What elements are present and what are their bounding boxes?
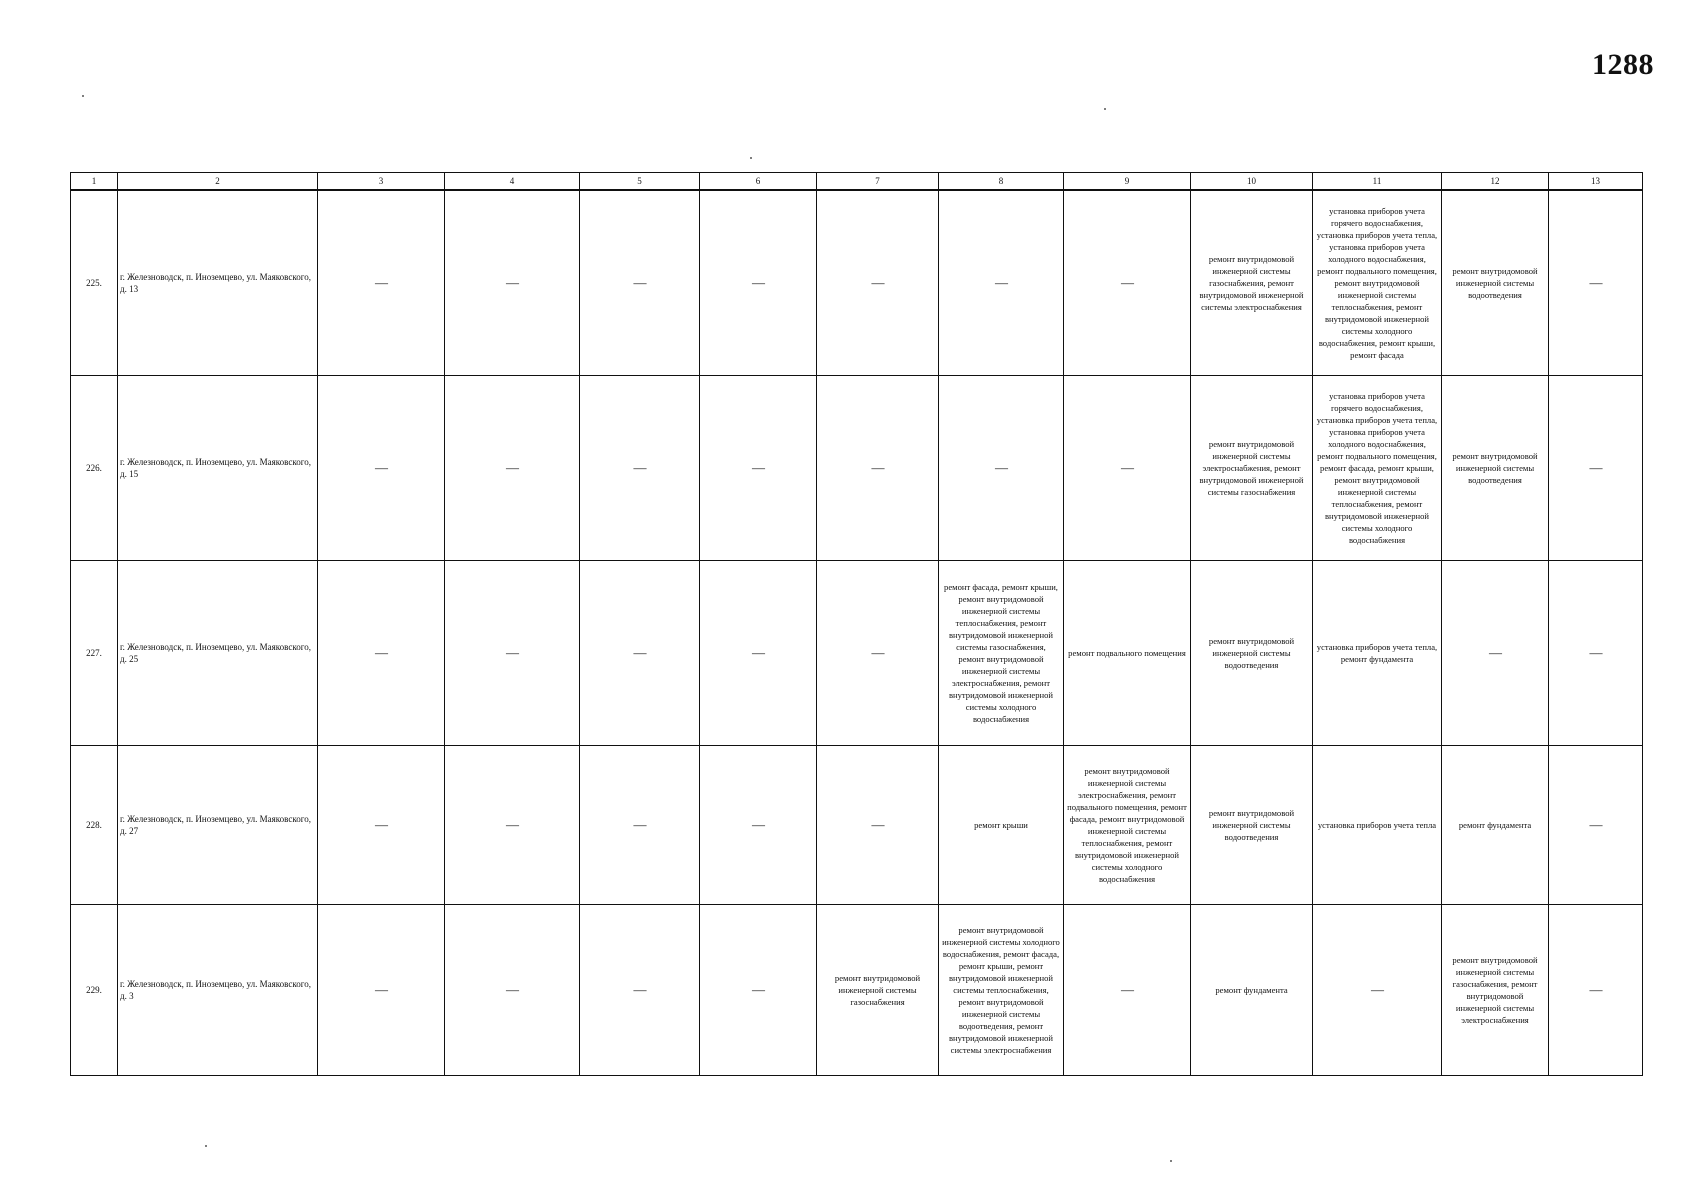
- empty-cell: [939, 190, 1064, 376]
- empty-cell: [1442, 561, 1549, 746]
- empty-cell: [700, 905, 817, 1076]
- table-row: [71, 905, 1643, 1076]
- scan-speck: [82, 95, 84, 97]
- work-cell: ремонт внутридомовой инженерной системы водоотведения: [1442, 376, 1549, 561]
- dash-mark: —: [375, 816, 387, 832]
- empty-cell: [817, 746, 939, 905]
- dash-mark: —: [871, 644, 884, 660]
- empty-cell: [580, 376, 700, 561]
- empty-cell: [1064, 376, 1191, 561]
- column-header: 8: [939, 173, 1064, 191]
- work-cell: ремонт внутридомовой инженерной системы холодного водоснабжения, ремонт фасада, ремонт крыши, ремонт внутридомовой инженерной системы теплоснабжения, ремонт внутридомовой инженерной системы водоотведения, ремонт внутридомовой инженерной системы электроснабжения: [939, 905, 1064, 1076]
- empty-cell: [1064, 905, 1191, 1076]
- dash-mark: —: [752, 644, 764, 660]
- empty-cell: [580, 905, 700, 1076]
- dash-mark: —: [375, 274, 387, 290]
- dash-mark: —: [1121, 274, 1133, 290]
- table-row: [71, 746, 1643, 905]
- dash-mark: —: [633, 816, 646, 832]
- empty-cell: [1313, 905, 1442, 1076]
- work-cell: ремонт подвального помещения: [1064, 561, 1191, 746]
- empty-cell: [700, 376, 817, 561]
- dash-mark: —: [752, 274, 764, 290]
- empty-cell: [939, 376, 1064, 561]
- scan-speck: [1104, 108, 1106, 110]
- column-header: 11: [1313, 173, 1442, 191]
- work-cell: ремонт внутридомовой инженерной системы электроснабжения, ремонт внутридомовой инженерной системы газоснабжения: [1191, 376, 1313, 561]
- column-header: 10: [1191, 173, 1313, 191]
- table-row: [71, 190, 1643, 376]
- table-row: [71, 376, 1643, 561]
- dash-mark: —: [633, 459, 646, 475]
- empty-cell: [817, 561, 939, 746]
- column-header: 9: [1064, 173, 1191, 191]
- row-number: 227.: [71, 561, 118, 746]
- repair-schedule-table: [70, 172, 1643, 1076]
- work-cell: ремонт внутридомовой инженерной системы электроснабжения, ремонт подвального помещения, ремонт фасада, ремонт внутридомовой инженерной системы теплоснабжения, ремонт внутридомовой инженерной системы холодного водоснабжения: [1064, 746, 1191, 905]
- empty-cell: [1549, 190, 1643, 376]
- work-cell: установка приборов учета тепла, ремонт фундамента: [1313, 561, 1442, 746]
- empty-cell: [445, 746, 580, 905]
- column-header: 1: [71, 173, 118, 191]
- empty-cell: [318, 905, 445, 1076]
- dash-mark: —: [752, 459, 764, 475]
- empty-cell: [318, 190, 445, 376]
- column-header: 5: [580, 173, 700, 191]
- work-cell: ремонт фасада, ремонт крыши, ремонт внутридомовой инженерной системы теплоснабжения, ремонт внутридомовой инженерной системы газоснабжения, ремонт внутридомовой инженерной системы электроснабжения, ремонт внутридомовой инженерной системы холодного водоснабжения: [939, 561, 1064, 746]
- work-cell: ремонт крыши: [939, 746, 1064, 905]
- row-number: 225.: [71, 190, 118, 376]
- empty-cell: [817, 376, 939, 561]
- empty-cell: [1064, 190, 1191, 376]
- work-cell: ремонт внутридомовой инженерной системы газоснабжения: [817, 905, 939, 1076]
- address-cell: г. Железноводск, п. Иноземцево, ул. Маяковского, д. 25: [118, 561, 318, 746]
- row-number: 229.: [71, 905, 118, 1076]
- column-number-row: [71, 173, 1643, 191]
- dash-mark: —: [1489, 644, 1501, 660]
- empty-cell: [318, 561, 445, 746]
- page-number: 1288: [1592, 48, 1654, 81]
- dash-mark: —: [1589, 816, 1602, 832]
- dash-mark: —: [1589, 981, 1602, 997]
- work-cell: ремонт внутридомовой инженерной системы газоснабжения, ремонт внутридомовой инженерной системы электроснабжения: [1442, 905, 1549, 1076]
- dash-mark: —: [871, 816, 884, 832]
- column-header: 7: [817, 173, 939, 191]
- empty-cell: [445, 190, 580, 376]
- address-cell: г. Железноводск, п. Иноземцево, ул. Маяковского, д. 15: [118, 376, 318, 561]
- empty-cell: [318, 376, 445, 561]
- table-row: [71, 561, 1643, 746]
- address-cell: г. Железноводск, п. Иноземцево, ул. Маяковского, д. 27: [118, 746, 318, 905]
- empty-cell: [1549, 746, 1643, 905]
- row-number: 228.: [71, 746, 118, 905]
- work-cell: установка приборов учета тепла: [1313, 746, 1442, 905]
- dash-mark: —: [995, 274, 1007, 290]
- empty-cell: [1549, 561, 1643, 746]
- dash-mark: —: [506, 981, 518, 997]
- dash-mark: —: [633, 644, 646, 660]
- scan-speck: [205, 1145, 207, 1147]
- work-cell: ремонт внутридомовой инженерной системы газоснабжения, ремонт внутридомовой инженерной системы электроснабжения: [1191, 190, 1313, 376]
- address-cell: г. Железноводск, п. Иноземцево, ул. Маяковского, д. 3: [118, 905, 318, 1076]
- row-number: 226.: [71, 376, 118, 561]
- column-header: 4: [445, 173, 580, 191]
- empty-cell: [700, 561, 817, 746]
- dash-mark: —: [871, 274, 884, 290]
- address-cell: г. Железноводск, п. Иноземцево, ул. Маяковского, д. 13: [118, 190, 318, 376]
- empty-cell: [700, 746, 817, 905]
- dash-mark: —: [633, 274, 646, 290]
- empty-cell: [1549, 905, 1643, 1076]
- empty-cell: [318, 746, 445, 905]
- dash-mark: —: [375, 459, 387, 475]
- dash-mark: —: [871, 459, 884, 475]
- dash-mark: —: [633, 981, 646, 997]
- empty-cell: [445, 376, 580, 561]
- column-header: 2: [118, 173, 318, 191]
- scan-speck: [750, 157, 752, 159]
- empty-cell: [445, 561, 580, 746]
- dash-mark: —: [1589, 644, 1602, 660]
- work-cell: установка приборов учета горячего водоснабжения, установка приборов учета тепла, установка приборов учета холодного водоснабжения, ремонт подвального помещения, ремонт внутридомовой инженерной системы теплоснабжения, ремонт внутридомовой инженерной системы холодного водоснабжения, ремонт крыши, ремонт фасада: [1313, 190, 1442, 376]
- dash-mark: —: [506, 644, 518, 660]
- dash-mark: —: [1121, 981, 1133, 997]
- dash-mark: —: [375, 981, 387, 997]
- dash-mark: —: [995, 459, 1007, 475]
- dash-mark: —: [1589, 459, 1602, 475]
- dash-mark: —: [752, 981, 764, 997]
- dash-mark: —: [375, 644, 387, 660]
- work-cell: ремонт внутридомовой инженерной системы водоотведения: [1191, 746, 1313, 905]
- work-cell: ремонт фундамента: [1442, 746, 1549, 905]
- work-cell: ремонт фундамента: [1191, 905, 1313, 1076]
- column-header: 3: [318, 173, 445, 191]
- work-cell: ремонт внутридомовой инженерной системы водоотведения: [1442, 190, 1549, 376]
- empty-cell: [580, 190, 700, 376]
- column-header: 6: [700, 173, 817, 191]
- column-header: 12: [1442, 173, 1549, 191]
- dash-mark: —: [1121, 459, 1133, 475]
- scan-speck: [1170, 1160, 1172, 1162]
- work-cell: ремонт внутридомовой инженерной системы водоотведения: [1191, 561, 1313, 746]
- dash-mark: —: [1589, 274, 1602, 290]
- empty-cell: [1549, 376, 1643, 561]
- work-cell: установка приборов учета горячего водоснабжения, установка приборов учета тепла, установка приборов учета холодного водоснабжения, ремонт подвального помещения, ремонт фасада, ремонт крыши, ремонт внутридомовой инженерной системы теплоснабжения, ремонт внутридомовой инженерной системы холодного водоснабжения: [1313, 376, 1442, 561]
- dash-mark: —: [506, 459, 518, 475]
- empty-cell: [445, 905, 580, 1076]
- column-header: 13: [1549, 173, 1643, 191]
- empty-cell: [817, 190, 939, 376]
- empty-cell: [700, 190, 817, 376]
- empty-cell: [580, 746, 700, 905]
- dash-mark: —: [506, 816, 518, 832]
- dash-mark: —: [752, 816, 764, 832]
- empty-cell: [580, 561, 700, 746]
- dash-mark: —: [1371, 981, 1383, 997]
- dash-mark: —: [506, 274, 518, 290]
